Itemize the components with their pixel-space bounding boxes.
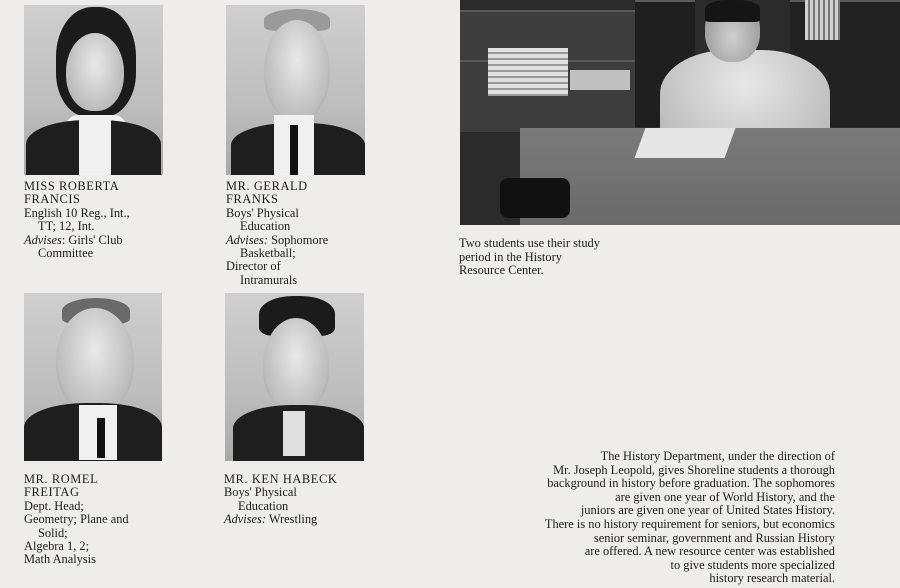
teacher-detail: Math Analysis xyxy=(24,552,96,567)
portrait-gerald-franks xyxy=(226,5,365,175)
teacher-detail: Director of xyxy=(226,259,281,274)
teacher-detail: Geometry; Plane and xyxy=(24,512,129,527)
advises-label: Advises: xyxy=(224,512,266,527)
paragraph-line: The History Department, under the direction of xyxy=(600,449,835,463)
photo-caption-line: period in the History xyxy=(459,249,562,264)
teacher-name: FRANCIS xyxy=(24,192,81,207)
paragraph-line: are offered. A new resource center was established xyxy=(584,544,835,559)
teacher-name: FREITAG xyxy=(24,485,80,500)
paragraph-line: to give students more specialized xyxy=(670,557,835,572)
teacher-name: MR. ROMEL xyxy=(24,472,99,486)
teacher-detail: Education xyxy=(240,219,291,234)
paragraph-line: history research material. xyxy=(709,571,835,586)
caption-gerald-franks xyxy=(226,180,328,287)
paragraph-line: are given one year of World History, and the xyxy=(615,489,835,504)
history-department-paragraph xyxy=(470,450,835,586)
paragraph-line: juniors are given one year of United States History. xyxy=(580,503,835,518)
portrait-romel-freitag xyxy=(24,293,162,461)
photo-caption-line: Resource Center. xyxy=(459,263,544,278)
teacher-detail: Boys' Physical xyxy=(224,485,297,500)
paragraph-line: senior seminar, government and Russian History xyxy=(593,530,835,545)
teacher-detail: TT; 12, Int. xyxy=(38,219,95,234)
teacher-detail: Algebra 1, 2; xyxy=(24,539,90,554)
teacher-advises xyxy=(24,234,130,247)
teacher-advises: Committee xyxy=(38,246,94,261)
advises-value: Sophomore xyxy=(267,232,329,247)
paragraph-line: Mr. Joseph Leopold, gives Shoreline students a thorough xyxy=(553,462,835,477)
caption-romel-freitag xyxy=(24,473,129,567)
paragraph-line: There is no history requirement for seniors, but economics xyxy=(544,516,835,531)
teacher-detail: English 10 Reg., Int., xyxy=(24,205,130,220)
teacher-detail: Education xyxy=(238,498,289,513)
teacher-detail: Solid; xyxy=(38,525,68,540)
teacher-advises xyxy=(226,234,328,247)
advises-value: Wrestling xyxy=(265,512,318,527)
advises-value: : Girls' Club xyxy=(61,232,123,247)
resource-center-photo xyxy=(460,0,900,225)
portrait-roberta-francis xyxy=(24,5,163,175)
teacher-name: MR. KEN HABECK xyxy=(224,472,338,486)
photo-caption-line: Two students use their study xyxy=(459,236,600,250)
teacher-name: MISS ROBERTA xyxy=(24,179,120,193)
teacher-detail: Boys' Physical xyxy=(226,205,299,220)
paragraph-line: background in history before graduation. The sophomores xyxy=(547,476,835,491)
advises-label: Advises: xyxy=(226,232,268,247)
teacher-name: FRANKS xyxy=(226,192,279,207)
caption-ken-habeck xyxy=(224,473,337,527)
teacher-detail: Dept. Head; xyxy=(24,498,84,513)
portrait-ken-habeck xyxy=(225,293,364,461)
caption-roberta-francis xyxy=(24,180,130,260)
teacher-detail: Intramurals xyxy=(240,272,298,287)
teacher-advises: Basketball; xyxy=(240,246,296,261)
photo-caption xyxy=(459,237,659,278)
teacher-advises xyxy=(224,513,337,526)
teacher-name: MR. GERALD xyxy=(226,179,308,193)
advises-label: Advises xyxy=(24,232,62,247)
